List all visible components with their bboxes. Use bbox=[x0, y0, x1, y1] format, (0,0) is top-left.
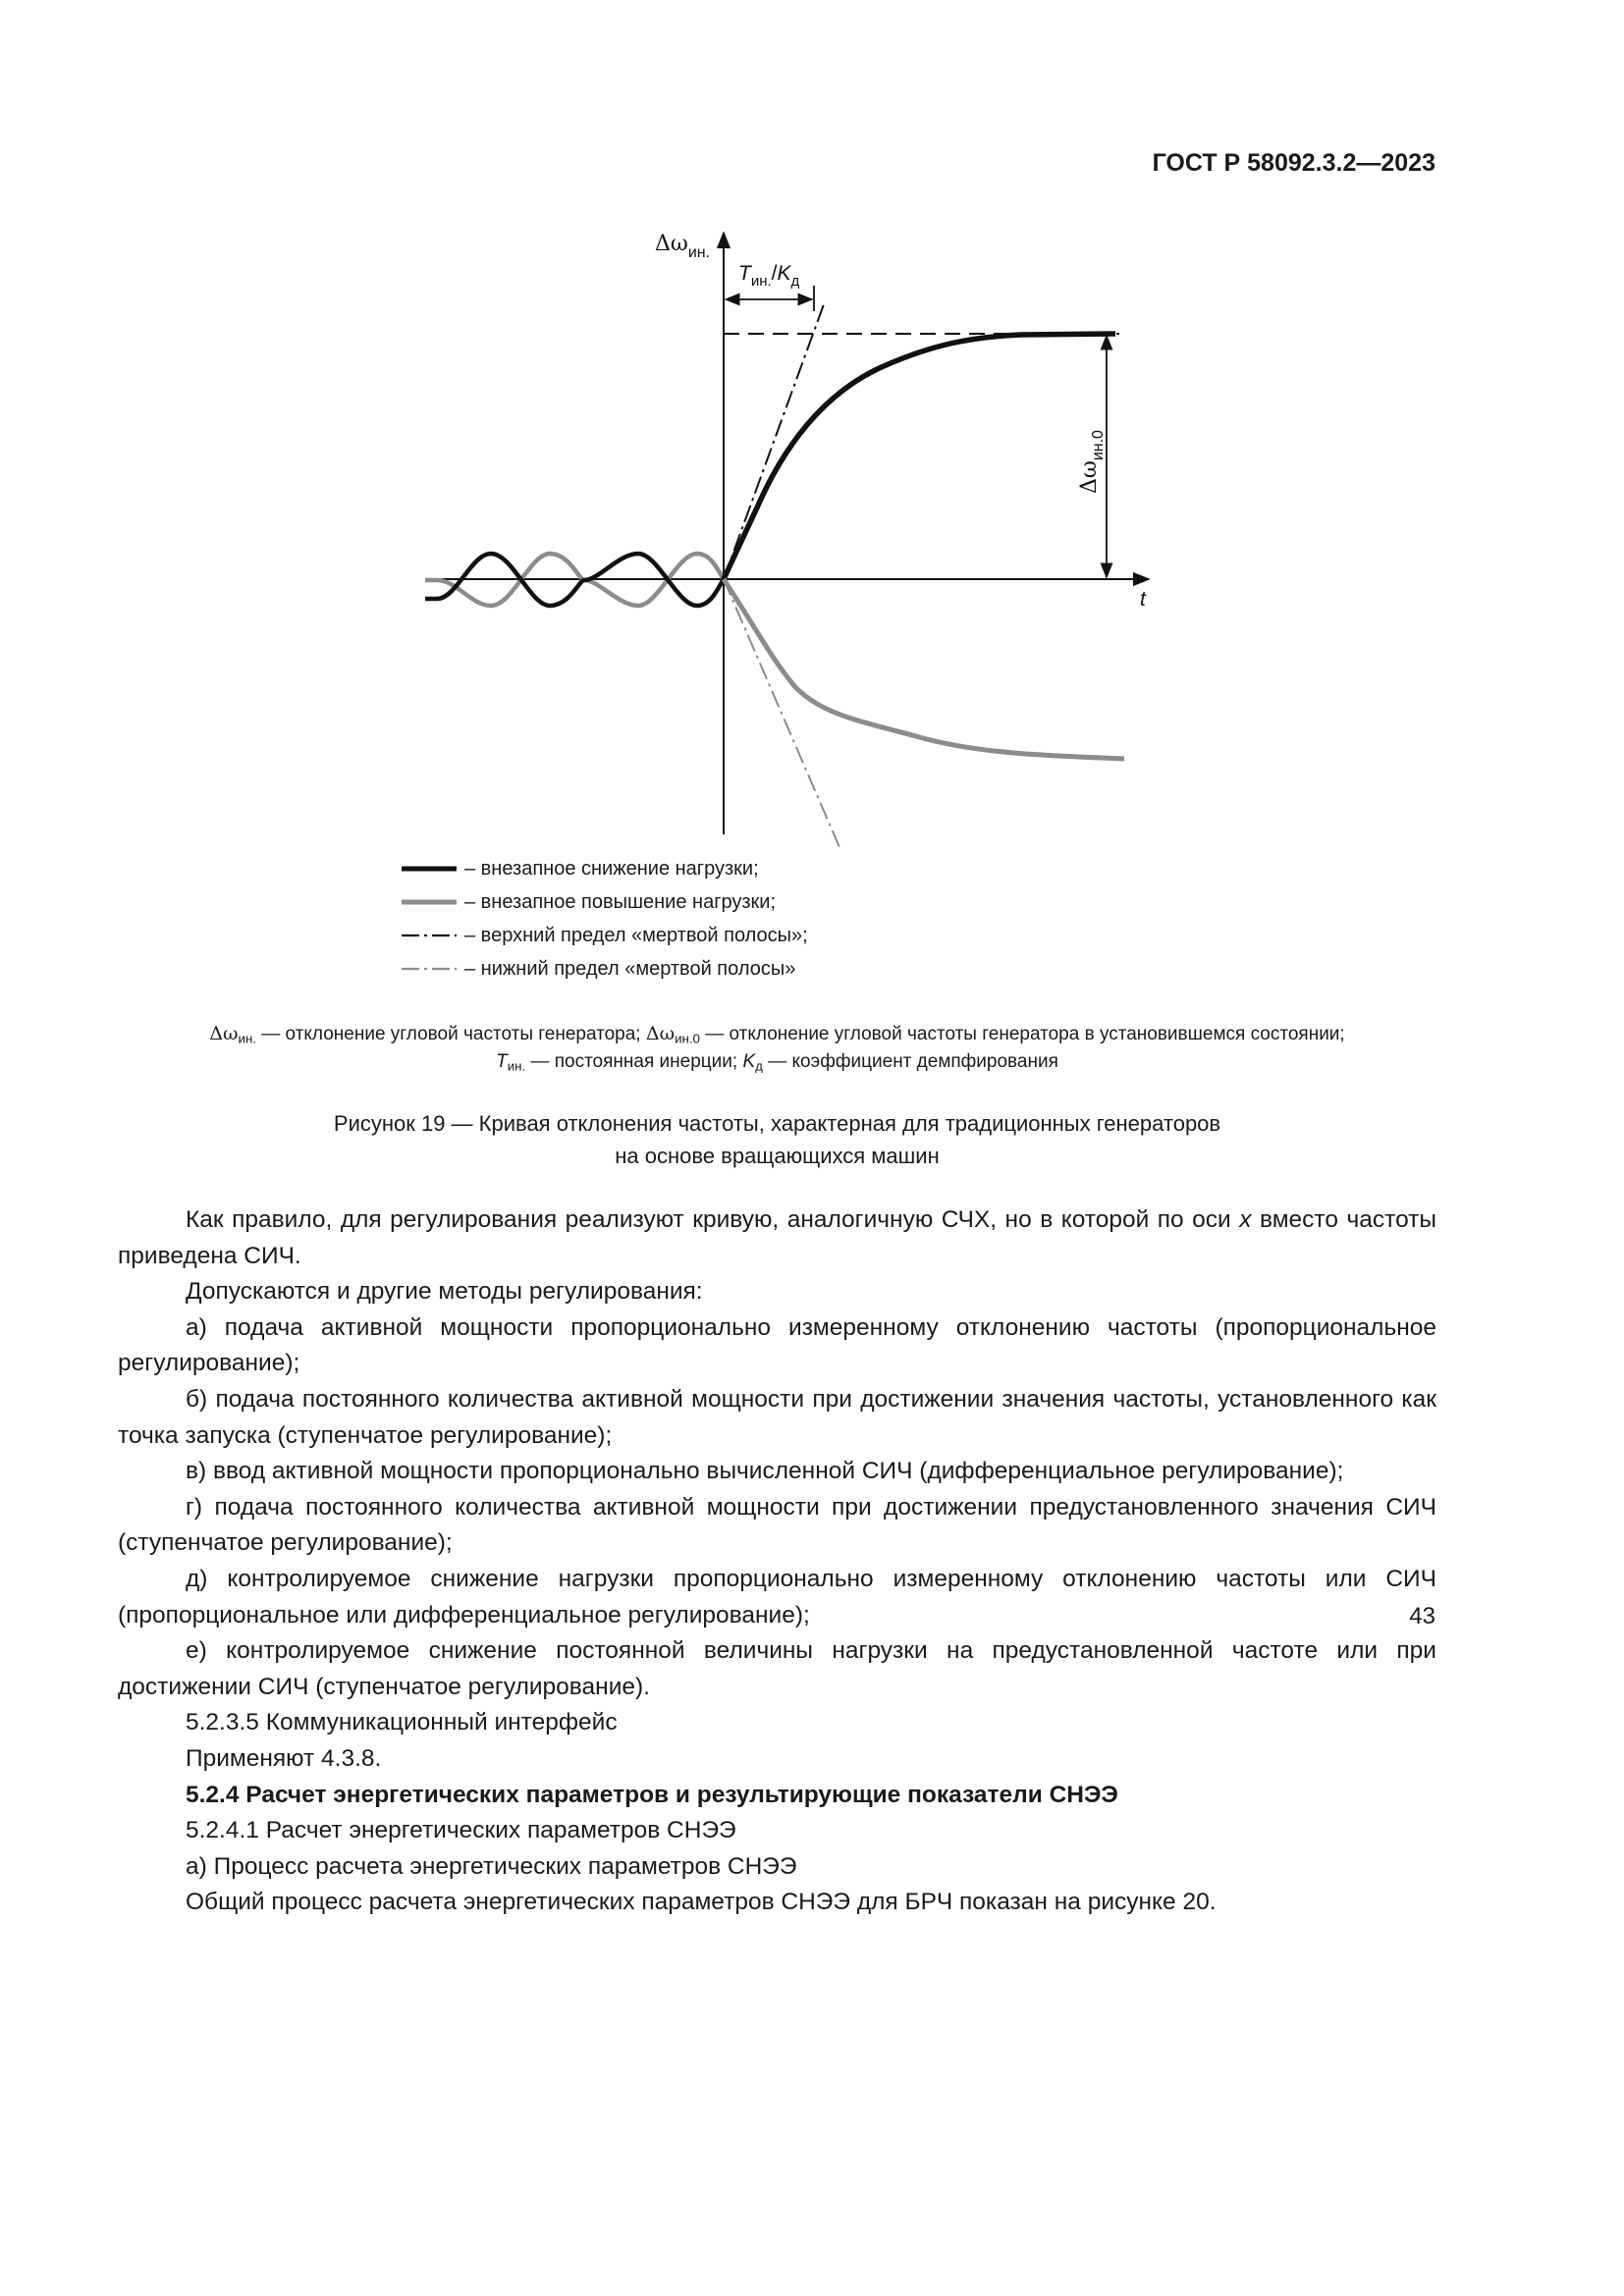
paragraph: Как правило, для регулирования реализуют кривую, аналогичную СЧХ, но в которой по оси x вместо частоты приведена СИЧ. bbox=[118, 1206, 1437, 1269]
paragraph: Общий процесс расчета энергетических параметров СНЭЭ для БРЧ показан на рисунке 20. bbox=[186, 1889, 1217, 1916]
list-item: а) подача активной мощности пропорционально измеренному отклонению частоты (пропорциональное регулирование); bbox=[118, 1313, 1436, 1377]
upper-deadband-limit bbox=[724, 304, 824, 579]
section-heading: 5.2.4.1 Расчет энергетических параметров СНЭЭ bbox=[186, 1817, 736, 1844]
figure-notation: $\Delta\omega_{ин.}$ — отклонение угловой частоты генератора; $\Delta\omega_{ин.0}$ — отклонение угловой частоты генератора в установившемся состоянии; $T_{ин.}$ — постоянная инерции; $K_д$ — коэффициент демпфирования bbox=[209, 1023, 1345, 1073]
paragraph: а) Процесс расчета энергетических параметров СНЭЭ bbox=[186, 1852, 797, 1880]
list-item: б) подача постоянного количества активной мощности при достижении значения частоты, установленного как точка запуска (ступенчатое регулирование); bbox=[118, 1385, 1436, 1449]
frequency-deviation-figure bbox=[373, 221, 1159, 849]
legend-text: – внезапное снижение нагрузки; bbox=[464, 857, 759, 880]
section-heading: 5.2.3.5 Коммуникационный интерфейс bbox=[186, 1709, 618, 1736]
lower-deadband-limit bbox=[724, 579, 842, 849]
list-item: е) контролируемое снижение постоянной величины нагрузки на предустановленной частоте или при достижении СИЧ (ступенчатое регулирование). bbox=[118, 1637, 1436, 1700]
load-decrease-curve bbox=[724, 334, 1115, 579]
legend-swatch-gray-solid bbox=[400, 897, 459, 907]
body-text bbox=[118, 1202, 1436, 1921]
legend-item bbox=[400, 952, 808, 986]
figure-caption: Рисунок 19 — Кривая отклонения частоты, характерная для традиционных генераторов на основе вращающихся машин bbox=[333, 1111, 1221, 1168]
y-axis-label: $\Delta\omega_{ин.}$ bbox=[655, 232, 711, 261]
legend-item bbox=[400, 919, 808, 952]
legend-item bbox=[400, 885, 808, 919]
figure-legend bbox=[400, 852, 808, 986]
section-heading: 5.2.4 Расчет энергетических параметров и результирующие показатели СНЭЭ bbox=[186, 1781, 1118, 1808]
legend-text: – верхний предел «мертвой полосы»; bbox=[464, 924, 808, 946]
list-item: в) ввод активной мощности пропорционально вычисленной СИЧ (дифференциальное регулирование); bbox=[186, 1458, 1344, 1485]
load-increase-curve bbox=[724, 579, 1124, 759]
standard-designation: ГОСТ Р 58092.3.2—2023 bbox=[1152, 149, 1435, 177]
legend-text: – внезапное повышение нагрузки; bbox=[464, 890, 777, 913]
legend-swatch-black-dashdot bbox=[400, 931, 459, 940]
legend-swatch-black-solid bbox=[400, 864, 459, 874]
time-constant-label: $T_{ин.}/K_д$ bbox=[738, 262, 800, 290]
legend-item bbox=[400, 852, 808, 885]
legend-text: – нижний предел «мертвой полосы» bbox=[464, 957, 796, 980]
page-number: 43 bbox=[1409, 1603, 1435, 1629]
steady-deviation-label: $\Delta\omega_{ин.0}$ bbox=[1077, 430, 1107, 494]
list-item: г) подача постоянного количества активной мощности при достижении предустановленного значения СИЧ (ступенчатое регулирование); bbox=[118, 1493, 1436, 1557]
paragraph: Применяют 4.3.8. bbox=[186, 1744, 382, 1772]
list-item: д) контролируемое снижение нагрузки пропорционально измеренному отклонению частоты или СИЧ (пропорциональное или дифференциальное регулирование); bbox=[118, 1565, 1436, 1629]
x-axis-label: t bbox=[1140, 588, 1146, 611]
legend-swatch-gray-dashdot bbox=[400, 964, 459, 974]
paragraph: Допускаются и другие методы регулирования: bbox=[186, 1278, 703, 1306]
